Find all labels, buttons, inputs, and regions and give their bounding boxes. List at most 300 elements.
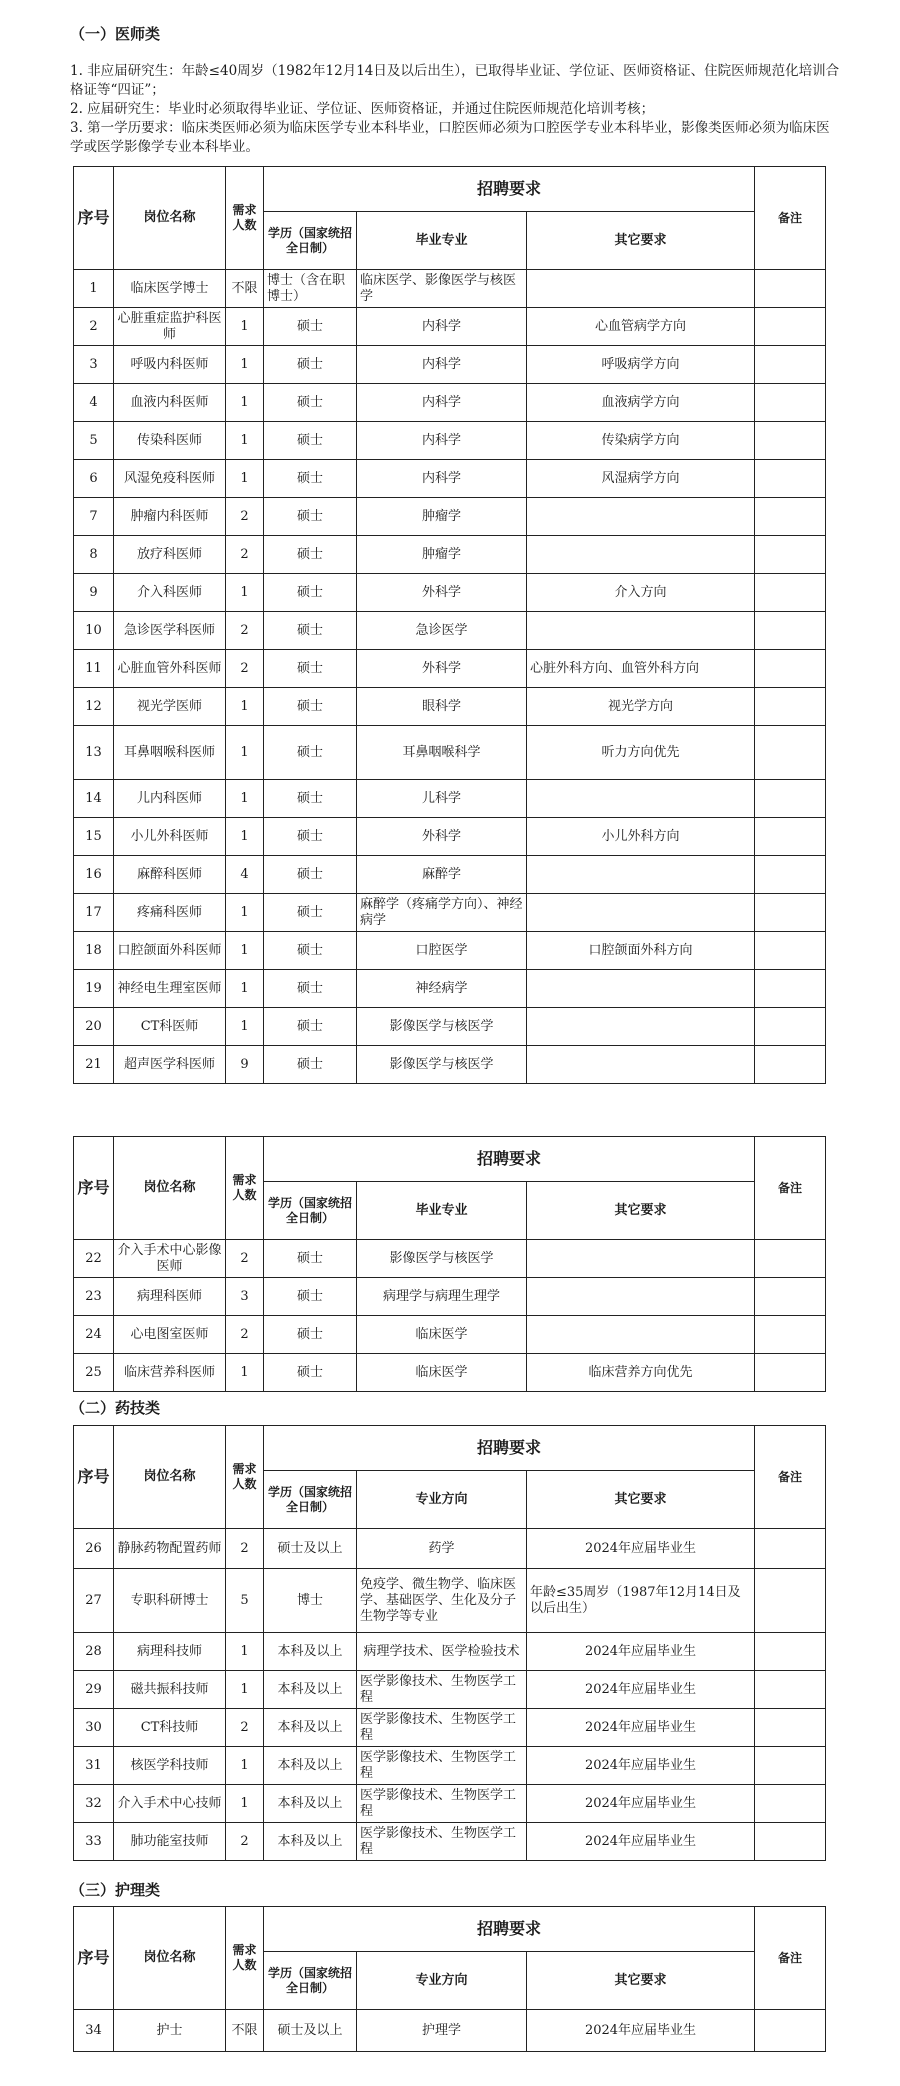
section-title-nursing: （三）护理类 [70, 1881, 161, 1899]
cell-education: 本科及以上 [264, 1709, 357, 1747]
header-seq: 序号 [74, 1137, 114, 1240]
cell-other: 介入方向 [527, 574, 755, 612]
table-row [74, 1709, 826, 1747]
header-post-name: 岗位名称 [114, 167, 226, 270]
cell-major: 临床医学 [357, 1354, 527, 1392]
cell-other: 2024年应届毕业生 [527, 1529, 755, 1569]
cell-seq: 6 [74, 460, 114, 498]
cell-remark [755, 1709, 826, 1747]
cell-seq: 32 [74, 1785, 114, 1823]
cell-remark [755, 856, 826, 894]
cell-major: 内科学 [357, 384, 527, 422]
table-row [74, 536, 826, 574]
header-seq: 序号 [74, 1907, 114, 2010]
cell-remark [755, 970, 826, 1008]
cell-count: 1 [226, 384, 264, 422]
cell-count: 1 [226, 818, 264, 856]
cell-post-name: 疼痛科医师 [114, 894, 226, 932]
cell-post-name: CT科医师 [114, 1008, 226, 1046]
cell-education: 硕士 [264, 1240, 357, 1278]
cell-post-name: 专职科研博士 [114, 1569, 226, 1633]
cell-education: 本科及以上 [264, 1785, 357, 1823]
table-row [74, 780, 826, 818]
cell-education: 硕士 [264, 460, 357, 498]
cell-post-name: 传染科医师 [114, 422, 226, 460]
cell-education: 硕士 [264, 422, 357, 460]
cell-major: 临床医学 [357, 1316, 527, 1354]
cell-major: 病理学技术、医学检验技术 [357, 1633, 527, 1671]
cell-other: 呼吸病学方向 [527, 346, 755, 384]
cell-post-name: 肺功能室技师 [114, 1823, 226, 1861]
header-education: 学历（国家统招全日制） [264, 1952, 357, 2010]
cell-other: 风湿病学方向 [527, 460, 755, 498]
cell-count: 1 [226, 422, 264, 460]
header-other: 其它要求 [527, 1471, 755, 1529]
cell-remark [755, 1671, 826, 1709]
cell-count: 5 [226, 1569, 264, 1633]
header-remark: 备注 [755, 1426, 826, 1529]
cell-other: 2024年应届毕业生 [527, 2010, 755, 2052]
cell-count: 1 [226, 932, 264, 970]
cell-other: 2024年应届毕业生 [527, 1785, 755, 1823]
cell-remark [755, 1278, 826, 1316]
header-direction: 专业方向 [357, 1952, 527, 2010]
cell-remark [755, 1008, 826, 1046]
table-row [74, 1823, 826, 1861]
cell-education: 硕士 [264, 1046, 357, 1084]
cell-seq: 5 [74, 422, 114, 460]
cell-other: 听力方向优先 [527, 726, 755, 780]
cell-remark [755, 346, 826, 384]
cell-post-name: 心电图室医师 [114, 1316, 226, 1354]
table-row [74, 422, 826, 460]
cell-major: 医学影像技术、生物医学工程 [357, 1823, 527, 1861]
cell-post-name: 呼吸内科医师 [114, 346, 226, 384]
cell-count: 1 [226, 1785, 264, 1823]
cell-other [527, 970, 755, 1008]
cell-post-name: 病理科医师 [114, 1278, 226, 1316]
cell-major: 外科学 [357, 650, 527, 688]
cell-post-name: 磁共振科技师 [114, 1671, 226, 1709]
cell-major: 医学影像技术、生物医学工程 [357, 1785, 527, 1823]
cell-remark [755, 1785, 826, 1823]
cell-major: 儿科学 [357, 780, 527, 818]
header-direction: 专业方向 [357, 1471, 527, 1529]
cell-education: 硕士 [264, 384, 357, 422]
cell-seq: 18 [74, 932, 114, 970]
table-row [74, 970, 826, 1008]
cell-count: 1 [226, 688, 264, 726]
cell-post-name: 耳鼻咽喉科医师 [114, 726, 226, 780]
section-title-pharmacy-tech: （二）药技类 [70, 1399, 161, 1417]
cell-seq: 7 [74, 498, 114, 536]
cell-seq: 28 [74, 1633, 114, 1671]
cell-count: 1 [226, 346, 264, 384]
cell-remark [755, 932, 826, 970]
cell-seq: 10 [74, 612, 114, 650]
cell-other: 血液病学方向 [527, 384, 755, 422]
cell-education: 本科及以上 [264, 1633, 357, 1671]
cell-remark [755, 1633, 826, 1671]
cell-post-name: 介入手术中心技师 [114, 1785, 226, 1823]
cell-count: 1 [226, 894, 264, 932]
cell-other [527, 780, 755, 818]
header-requirements: 招聘要求 [264, 167, 755, 212]
cell-other [527, 894, 755, 932]
cell-remark [755, 1316, 826, 1354]
header-other: 其它要求 [527, 212, 755, 270]
header-requirements: 招聘要求 [264, 1137, 755, 1182]
cell-education: 本科及以上 [264, 1671, 357, 1709]
cell-major: 临床医学、影像医学与核医学 [357, 270, 527, 308]
cell-count: 2 [226, 498, 264, 536]
recruitment-table-3 [73, 1425, 826, 1861]
cell-major: 神经病学 [357, 970, 527, 1008]
cell-other [527, 612, 755, 650]
table-row [74, 1316, 826, 1354]
cell-major: 眼科学 [357, 688, 527, 726]
cell-count: 1 [226, 308, 264, 346]
table-row [74, 384, 826, 422]
cell-other: 传染病学方向 [527, 422, 755, 460]
cell-seq: 8 [74, 536, 114, 574]
cell-post-name: 麻醉科医师 [114, 856, 226, 894]
cell-major: 内科学 [357, 460, 527, 498]
cell-seq: 27 [74, 1569, 114, 1633]
cell-other: 临床营养方向优先 [527, 1354, 755, 1392]
note-2: 2. 应届研究生：毕业时必须取得毕业证、学位证、医师资格证，并通过住院医师规范化培训考核； [70, 101, 655, 117]
section-title-physicians: （一）医师类 [70, 25, 161, 43]
table-row [74, 308, 826, 346]
cell-seq: 29 [74, 1671, 114, 1709]
cell-education: 硕士 [264, 932, 357, 970]
cell-education: 硕士 [264, 650, 357, 688]
cell-major: 医学影像技术、生物医学工程 [357, 1671, 527, 1709]
cell-major: 耳鼻咽喉科学 [357, 726, 527, 780]
cell-post-name: 介入手术中心影像医师 [114, 1240, 226, 1278]
cell-education: 硕士 [264, 536, 357, 574]
cell-seq: 34 [74, 2010, 114, 2052]
table-row [74, 932, 826, 970]
table-row [74, 1671, 826, 1709]
cell-education: 硕士 [264, 1316, 357, 1354]
cell-other: 年龄≤35周岁（1987年12月14日及以后出生） [527, 1569, 755, 1633]
header-other: 其它要求 [527, 1182, 755, 1240]
cell-major: 麻醉学（疼痛学方向）、神经病学 [357, 894, 527, 932]
cell-major: 急诊医学 [357, 612, 527, 650]
cell-count: 1 [226, 1354, 264, 1392]
cell-seq: 25 [74, 1354, 114, 1392]
cell-count: 不限 [226, 270, 264, 308]
cell-post-name: 护士 [114, 2010, 226, 2052]
cell-education: 硕士 [264, 970, 357, 1008]
cell-remark [755, 1823, 826, 1861]
cell-education: 博士 [264, 1569, 357, 1633]
cell-remark [755, 650, 826, 688]
cell-other: 视光学方向 [527, 688, 755, 726]
cell-education: 硕士 [264, 780, 357, 818]
cell-post-name: 静脉药物配置药师 [114, 1529, 226, 1569]
cell-major: 麻醉学 [357, 856, 527, 894]
header-count: 需求人数 [226, 1907, 264, 2010]
recruitment-table-2 [73, 1136, 826, 1392]
cell-remark [755, 1240, 826, 1278]
cell-other [527, 1046, 755, 1084]
cell-major: 护理学 [357, 2010, 527, 2052]
table-row [74, 1569, 826, 1633]
cell-remark [755, 308, 826, 346]
table-row [74, 1354, 826, 1392]
cell-remark [755, 818, 826, 856]
cell-major: 内科学 [357, 422, 527, 460]
header-requirements: 招聘要求 [264, 1426, 755, 1471]
cell-education: 硕士及以上 [264, 1529, 357, 1569]
table-row [74, 1046, 826, 1084]
table-row [74, 726, 826, 780]
header-education: 学历（国家统招全日制） [264, 1182, 357, 1240]
cell-education: 硕士 [264, 818, 357, 856]
cell-seq: 24 [74, 1316, 114, 1354]
cell-seq: 2 [74, 308, 114, 346]
cell-other [527, 1240, 755, 1278]
cell-count: 1 [226, 1671, 264, 1709]
table-row [74, 1633, 826, 1671]
header-count: 需求人数 [226, 167, 264, 270]
cell-major: 免疫学、微生物学、临床医学、基础医学、生化及分子生物学等专业 [357, 1569, 527, 1633]
cell-other [527, 498, 755, 536]
cell-seq: 17 [74, 894, 114, 932]
cell-other [527, 536, 755, 574]
cell-remark [755, 612, 826, 650]
cell-seq: 26 [74, 1529, 114, 1569]
table-row [74, 1529, 826, 1569]
table-row [74, 894, 826, 932]
table-row [74, 856, 826, 894]
header-post-name: 岗位名称 [114, 1907, 226, 2010]
cell-other: 2024年应届毕业生 [527, 1709, 755, 1747]
cell-education: 硕士 [264, 612, 357, 650]
header-count: 需求人数 [226, 1137, 264, 1240]
cell-count: 1 [226, 460, 264, 498]
header-education: 学历（国家统招全日制） [264, 1471, 357, 1529]
cell-seq: 12 [74, 688, 114, 726]
cell-other [527, 856, 755, 894]
cell-major: 肿瘤学 [357, 536, 527, 574]
cell-count: 1 [226, 970, 264, 1008]
cell-count: 3 [226, 1278, 264, 1316]
cell-count: 2 [226, 1529, 264, 1569]
cell-post-name: 临床营养科医师 [114, 1354, 226, 1392]
cell-major: 肿瘤学 [357, 498, 527, 536]
cell-seq: 14 [74, 780, 114, 818]
cell-count: 2 [226, 1823, 264, 1861]
cell-post-name: 介入科医师 [114, 574, 226, 612]
cell-remark [755, 460, 826, 498]
cell-other: 2024年应届毕业生 [527, 1671, 755, 1709]
table-row [74, 2010, 826, 2052]
cell-seq: 21 [74, 1046, 114, 1084]
cell-education: 硕士 [264, 1008, 357, 1046]
cell-remark [755, 780, 826, 818]
cell-other: 小儿外科方向 [527, 818, 755, 856]
table-row [74, 1747, 826, 1785]
cell-post-name: 口腔颌面外科医师 [114, 932, 226, 970]
cell-seq: 22 [74, 1240, 114, 1278]
cell-seq: 13 [74, 726, 114, 780]
cell-seq: 23 [74, 1278, 114, 1316]
cell-count: 2 [226, 1240, 264, 1278]
note-1: 1. 非应届研究生：年龄≤40周岁（1982年12月14日及以后出生），已取得毕业证、学位证、医师资格证、住院医师规范化培训合格证等“四证”； [70, 63, 840, 98]
header-post-name: 岗位名称 [114, 1137, 226, 1240]
cell-education: 硕士 [264, 308, 357, 346]
cell-remark [755, 894, 826, 932]
cell-other: 心血管病学方向 [527, 308, 755, 346]
table-row [74, 1278, 826, 1316]
table-row [74, 1240, 826, 1278]
cell-education: 硕士 [264, 1278, 357, 1316]
table-row [74, 270, 826, 308]
cell-post-name: 小儿外科医师 [114, 818, 226, 856]
header-post-name: 岗位名称 [114, 1426, 226, 1529]
cell-seq: 9 [74, 574, 114, 612]
table-row [74, 650, 826, 688]
cell-other: 心脏外科方向、血管外科方向 [527, 650, 755, 688]
table-row [74, 688, 826, 726]
cell-post-name: 风湿免疫科医师 [114, 460, 226, 498]
cell-major: 医学影像技术、生物医学工程 [357, 1747, 527, 1785]
cell-count: 不限 [226, 2010, 264, 2052]
cell-other: 2024年应届毕业生 [527, 1823, 755, 1861]
header-major: 毕业专业 [357, 212, 527, 270]
cell-post-name: CT科技师 [114, 1709, 226, 1747]
cell-education: 本科及以上 [264, 1823, 357, 1861]
cell-major: 外科学 [357, 574, 527, 612]
cell-education: 博士（含在职博士） [264, 270, 357, 308]
cell-remark [755, 1569, 826, 1633]
cell-remark [755, 688, 826, 726]
cell-post-name: 肿瘤内科医师 [114, 498, 226, 536]
cell-post-name: 儿内科医师 [114, 780, 226, 818]
cell-education: 硕士 [264, 894, 357, 932]
cell-education: 硕士及以上 [264, 2010, 357, 2052]
cell-seq: 11 [74, 650, 114, 688]
cell-count: 2 [226, 1316, 264, 1354]
cell-major: 外科学 [357, 818, 527, 856]
cell-post-name: 心脏重症监护科医师 [114, 308, 226, 346]
cell-count: 1 [226, 1008, 264, 1046]
cell-major: 病理学与病理生理学 [357, 1278, 527, 1316]
cell-seq: 33 [74, 1823, 114, 1861]
cell-remark [755, 384, 826, 422]
cell-major: 内科学 [357, 346, 527, 384]
header-requirements: 招聘要求 [264, 1907, 755, 1952]
table-row [74, 346, 826, 384]
requirements-notes [70, 62, 840, 157]
header-major: 毕业专业 [357, 1182, 527, 1240]
table-row [74, 1008, 826, 1046]
cell-count: 1 [226, 780, 264, 818]
table-row [74, 612, 826, 650]
cell-post-name: 急诊医学科医师 [114, 612, 226, 650]
cell-count: 2 [226, 612, 264, 650]
cell-education: 硕士 [264, 498, 357, 536]
header-count: 需求人数 [226, 1426, 264, 1529]
cell-post-name: 神经电生理室医师 [114, 970, 226, 1008]
cell-other [527, 270, 755, 308]
table-row [74, 574, 826, 612]
table-row [74, 818, 826, 856]
cell-seq: 3 [74, 346, 114, 384]
cell-count: 1 [226, 574, 264, 612]
cell-count: 2 [226, 1709, 264, 1747]
cell-post-name: 临床医学博士 [114, 270, 226, 308]
cell-remark [755, 270, 826, 308]
cell-post-name: 放疗科医师 [114, 536, 226, 574]
cell-seq: 15 [74, 818, 114, 856]
cell-remark [755, 536, 826, 574]
header-other: 其它要求 [527, 1952, 755, 2010]
cell-count: 1 [226, 1747, 264, 1785]
cell-remark [755, 2010, 826, 2052]
cell-remark [755, 422, 826, 460]
header-seq: 序号 [74, 1426, 114, 1529]
cell-remark [755, 498, 826, 536]
cell-education: 硕士 [264, 688, 357, 726]
cell-major: 影像医学与核医学 [357, 1046, 527, 1084]
cell-seq: 30 [74, 1709, 114, 1747]
cell-education: 硕士 [264, 574, 357, 612]
cell-post-name: 病理科技师 [114, 1633, 226, 1671]
cell-education: 硕士 [264, 1354, 357, 1392]
table-row [74, 1785, 826, 1823]
cell-education: 硕士 [264, 726, 357, 780]
cell-seq: 19 [74, 970, 114, 1008]
cell-major: 药学 [357, 1529, 527, 1569]
cell-post-name: 心脏血管外科医师 [114, 650, 226, 688]
cell-other [527, 1278, 755, 1316]
cell-major: 口腔医学 [357, 932, 527, 970]
header-education: 学历（国家统招全日制） [264, 212, 357, 270]
cell-major: 医学影像技术、生物医学工程 [357, 1709, 527, 1747]
cell-remark [755, 726, 826, 780]
cell-seq: 31 [74, 1747, 114, 1785]
cell-remark [755, 1046, 826, 1084]
table-row [74, 460, 826, 498]
cell-remark [755, 1747, 826, 1785]
header-remark: 备注 [755, 1907, 826, 2010]
cell-remark [755, 574, 826, 612]
cell-post-name: 血液内科医师 [114, 384, 226, 422]
cell-major: 影像医学与核医学 [357, 1008, 527, 1046]
cell-count: 2 [226, 536, 264, 574]
cell-seq: 4 [74, 384, 114, 422]
cell-other [527, 1316, 755, 1354]
cell-count: 1 [226, 1633, 264, 1671]
note-3: 3. 第一学历要求：临床类医师必须为临床医学专业本科毕业，口腔医师必须为口腔医学专业本科毕业，影像类医师必须为临床医学或医学影像学专业本科毕业。 [70, 120, 830, 155]
recruitment-table-4 [73, 1906, 826, 2052]
table-row [74, 498, 826, 536]
cell-seq: 16 [74, 856, 114, 894]
cell-count: 4 [226, 856, 264, 894]
cell-post-name: 核医学科技师 [114, 1747, 226, 1785]
recruitment-table-1 [73, 166, 826, 1084]
cell-other: 2024年应届毕业生 [527, 1747, 755, 1785]
cell-education: 硕士 [264, 856, 357, 894]
cell-education: 本科及以上 [264, 1747, 357, 1785]
cell-post-name: 超声医学科医师 [114, 1046, 226, 1084]
header-remark: 备注 [755, 1137, 826, 1240]
cell-seq: 20 [74, 1008, 114, 1046]
